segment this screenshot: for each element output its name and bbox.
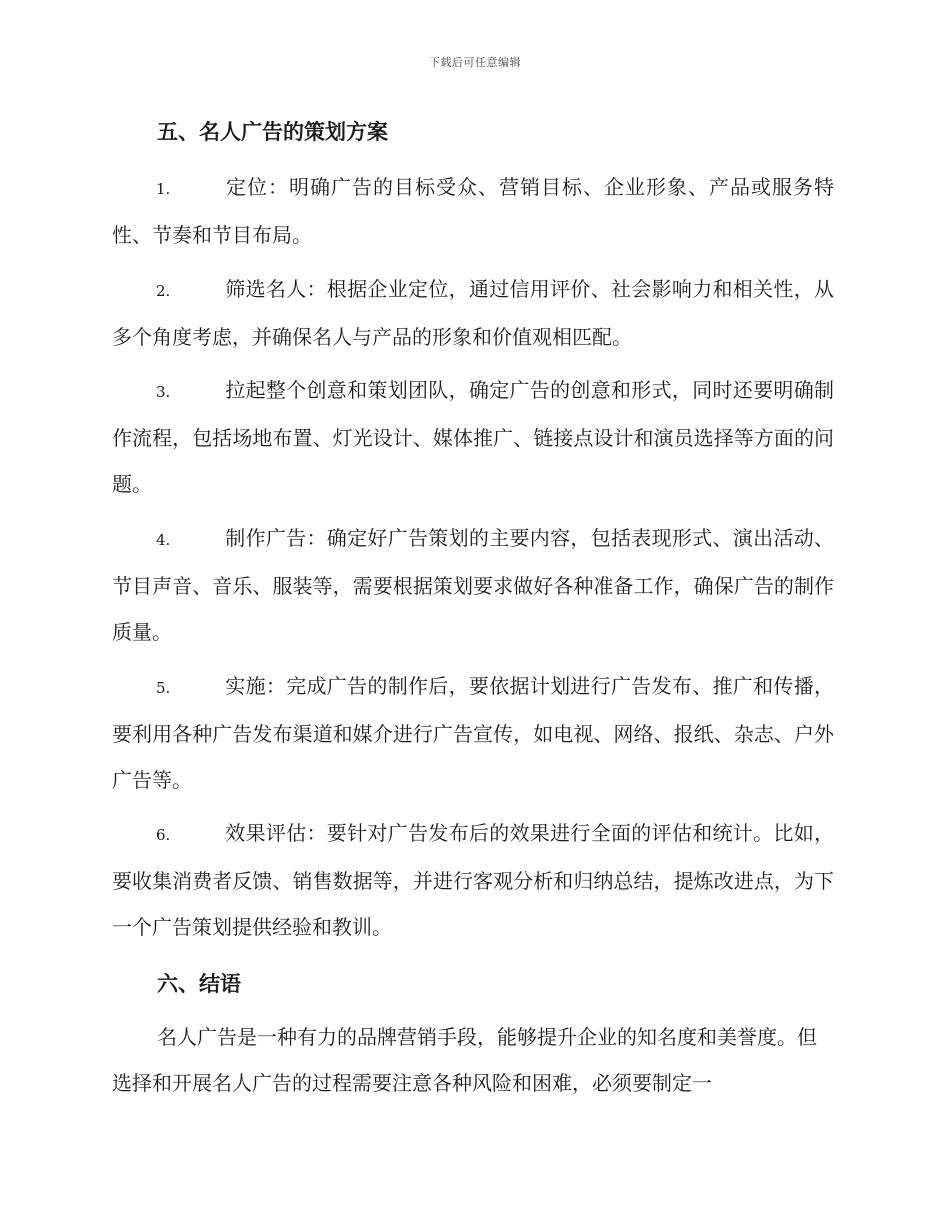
list-item-number: 3. (156, 383, 171, 401)
list-item (112, 266, 834, 360)
list-item-number: 2. (156, 282, 171, 300)
list-item (112, 164, 834, 258)
conclusion-paragraph: 名人广告是一种有力的品牌营销手段，能够提升企业的知名度和美誉度。但选择和开展名人广告的过程需要注意各种风险和困难，必须要制定一 (112, 1025, 817, 1095)
section-heading-6: 六、结语 (157, 971, 241, 996)
section-heading-5: 五、名人广告的策划方案 (157, 119, 388, 144)
list-item (112, 367, 834, 507)
list-item (112, 515, 834, 655)
list-item-text: 筛选名人：根据企业定位，通过信用评价、社会影响力和相关性，从多个角度考虑，并确保名人与产品的形象和价值观相匹配。 (112, 277, 834, 349)
list-item (112, 810, 834, 950)
list-item-text: 效果评估：要针对广告发布后的效果进行全面的评估和统计。比如，要收集消费者反馈、销售数据等，并进行客观分析和归纳总结，提炼改进点，为下一个广告策划提供经验和教训。 (112, 821, 834, 939)
list-item-text: 定位：明确广告的目标受众、营销目标、企业形象、产品或服务特性、节奏和节目布局。 (112, 175, 834, 247)
list-item-number: 4. (156, 531, 171, 549)
list-item (112, 663, 834, 803)
list-item-text: 实施：完成广告的制作后，要依据计划进行广告发布、推广和传播，要利用各种广告发布渠道和媒介进行广告宣传，如电视、网络、报纸、杂志、户外广告等。 (112, 674, 834, 792)
page-header: 下载后可任意编辑 (429, 56, 521, 69)
list-item-text: 拉起整个创意和策划团队，确定广告的创意和形式，同时还要明确制作流程，包括场地布置、灯光设计、媒体推广、链接点设计和演员选择等方面的问题。 (112, 378, 834, 496)
list-item-number: 5. (156, 679, 171, 697)
list-item-number: 6. (156, 826, 171, 844)
list-item-number: 1. (156, 180, 171, 198)
list-item-text: 制作广告：确定好广告策划的主要内容，包括表现形式、演出活动、节目声音、音乐、服装等，需要根据策划要求做好各种准备工作，确保广告的制作质量。 (112, 526, 834, 644)
